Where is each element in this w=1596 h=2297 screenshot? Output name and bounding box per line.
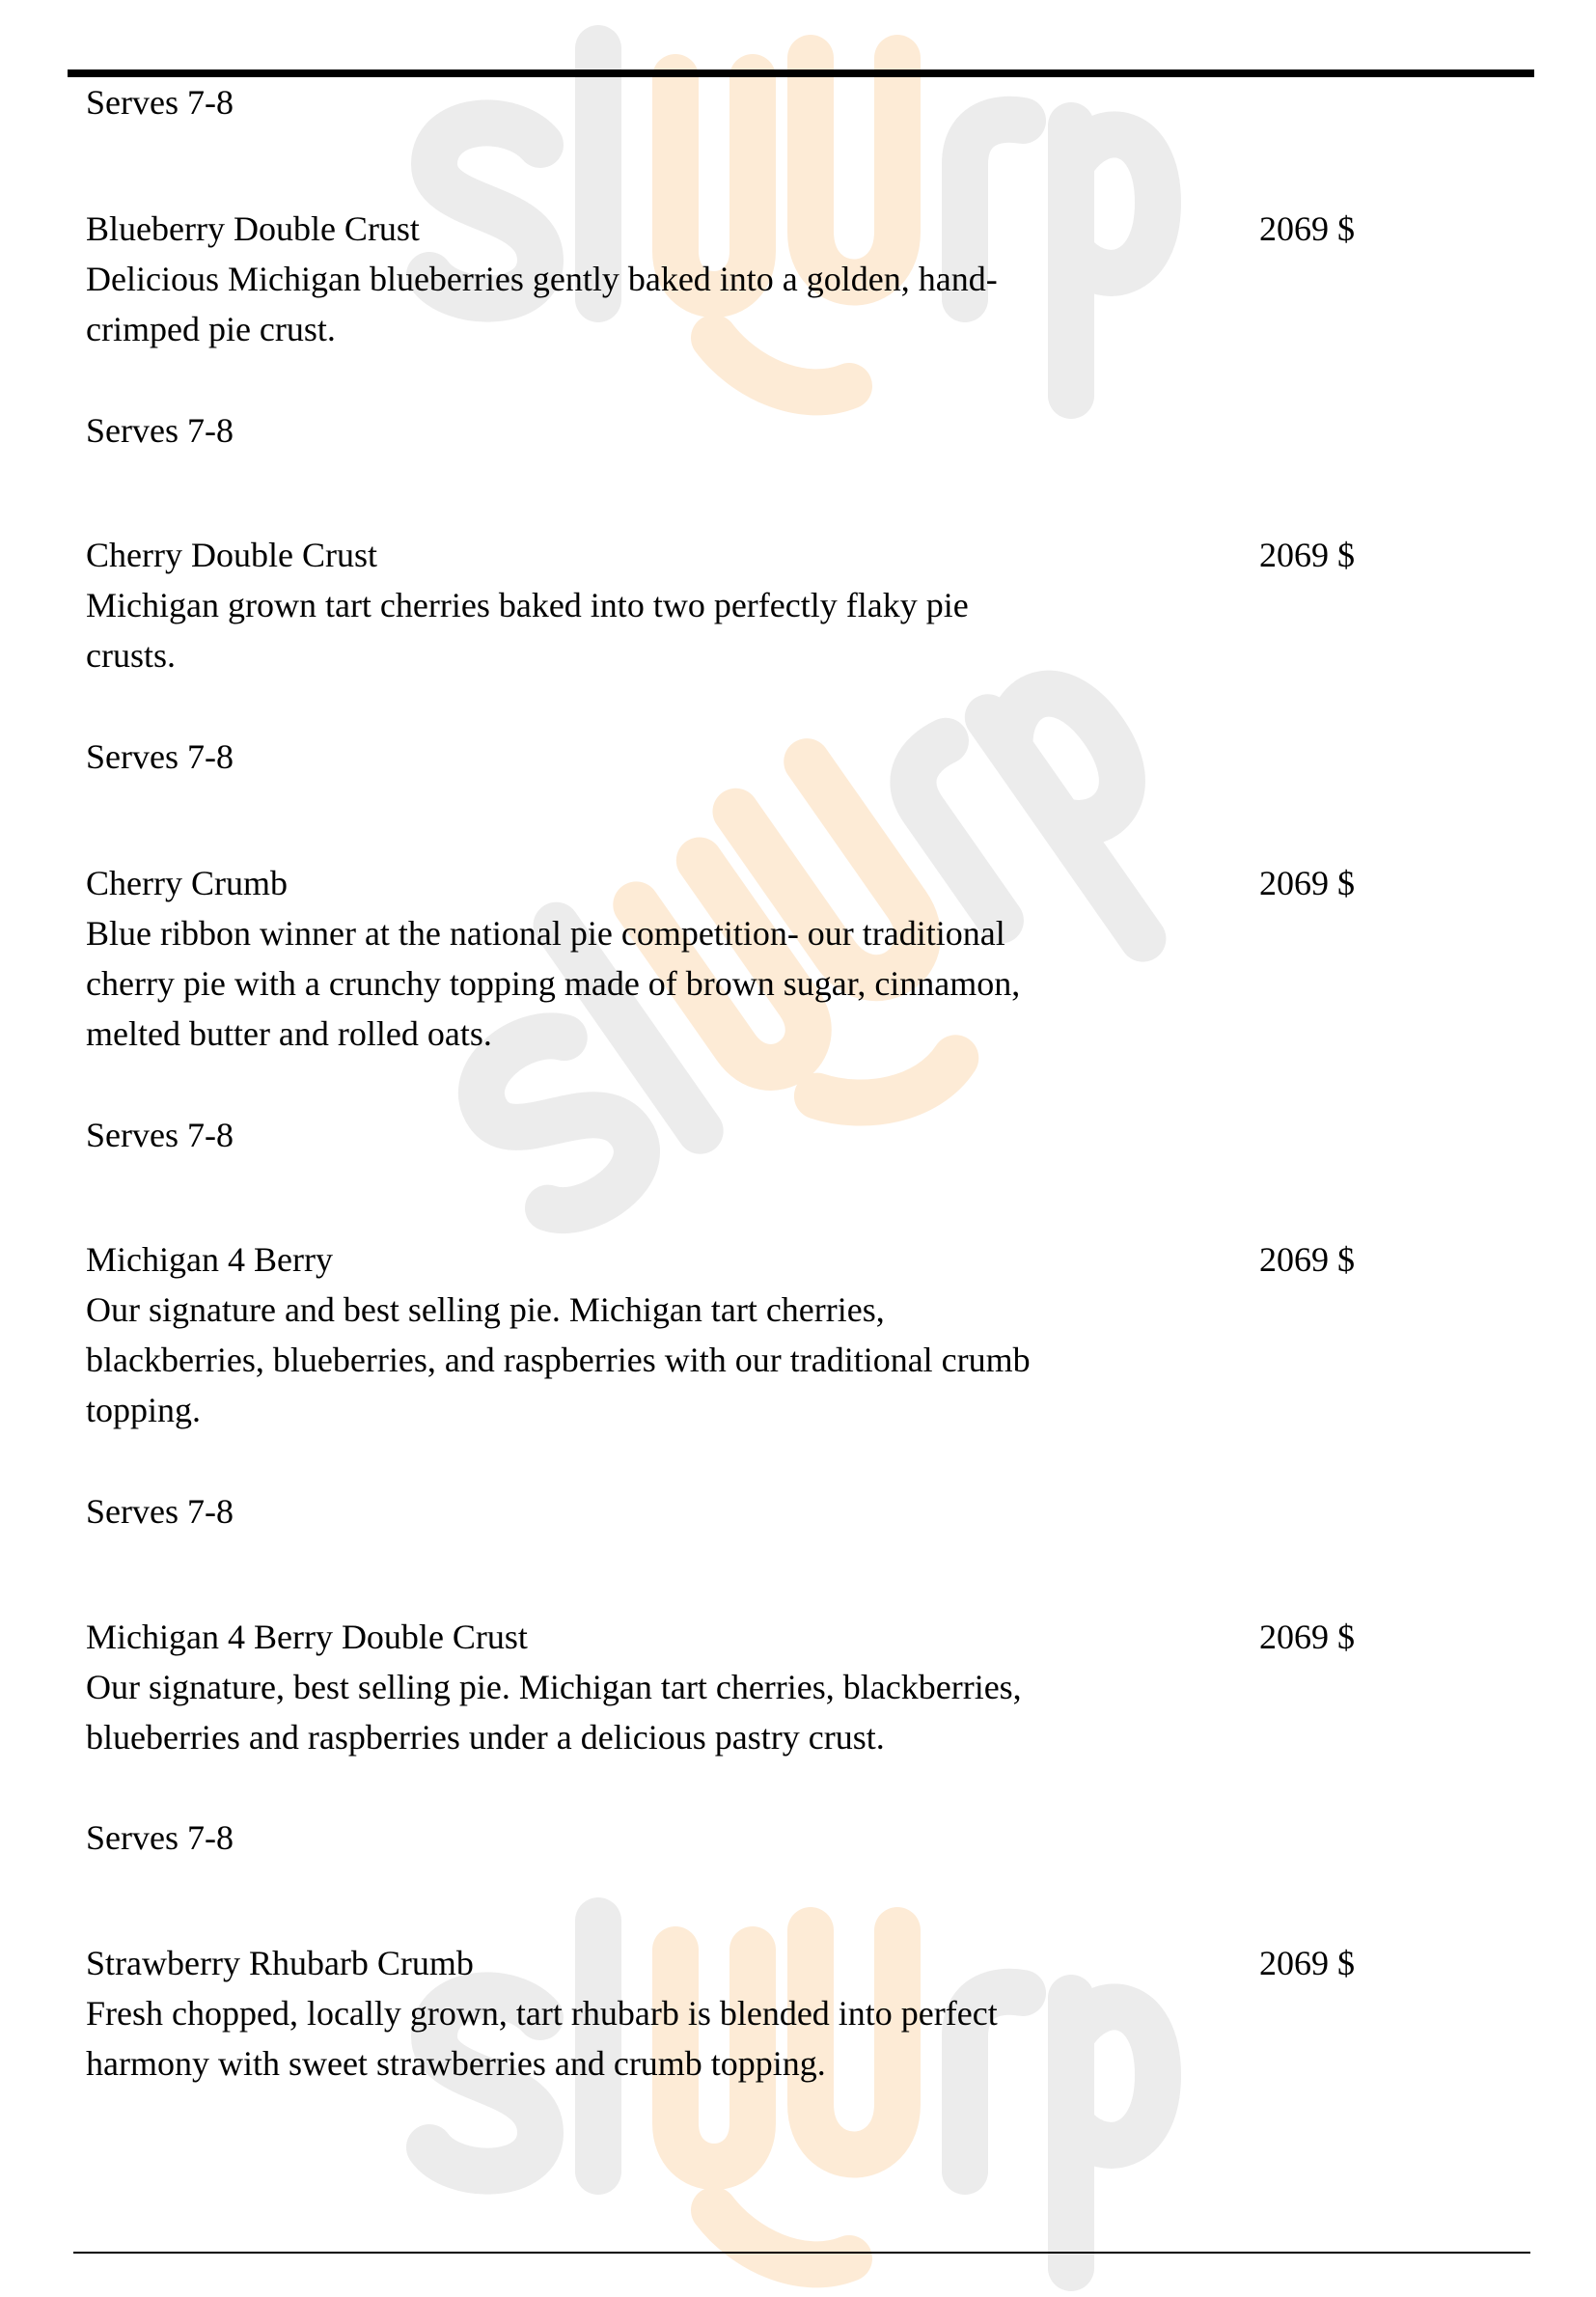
item-description-line: cherry pie with a crunchy topping made of brown sugar, cinnamon, xyxy=(86,964,1021,1003)
item-description-line: Michigan grown tart cherries baked into two perfectly flaky pie xyxy=(86,586,969,624)
item-description-line: harmony with sweet strawberries and crumb topping. xyxy=(86,2044,826,2083)
item-name: Cherry Double Crust xyxy=(86,536,377,574)
item-description-line: melted butter and rolled oats. xyxy=(86,1014,492,1053)
item-name: Michigan 4 Berry xyxy=(86,1240,333,1279)
item-description-line: Our signature, best selling pie. Michigan tart cherries, blackberries, xyxy=(86,1668,1022,1706)
item-description-line: Delicious Michigan blueberries gently baked into a golden, hand- xyxy=(86,260,998,298)
item-description-line: Fresh chopped, locally grown, tart rhubarb is blended into perfect xyxy=(86,1994,998,2033)
item-description-line: Our signature and best selling pie. Michigan tart cherries, xyxy=(86,1290,885,1329)
item-serves: Serves 7-8 xyxy=(86,411,234,450)
item-description-line: blueberries and raspberries under a delicious pastry crust. xyxy=(86,1718,885,1757)
item-name: Cherry Crumb xyxy=(86,864,288,902)
item-price: 2069 $ xyxy=(1259,1240,1355,1279)
item-name: Strawberry Rhubarb Crumb xyxy=(86,1944,474,1982)
item-price: 2069 $ xyxy=(1259,1618,1355,1656)
item-serves: Serves 7-8 xyxy=(86,737,234,776)
item-serves: Serves 7-8 xyxy=(86,1818,234,1857)
item-name: Michigan 4 Berry Double Crust xyxy=(86,1618,528,1656)
bottom-divider xyxy=(73,2252,1530,2254)
item-price: 2069 $ xyxy=(1259,864,1355,902)
item-price: 2069 $ xyxy=(1259,536,1355,574)
top-divider xyxy=(68,69,1534,77)
serves-text: Serves 7-8 xyxy=(86,83,234,122)
item-serves: Serves 7-8 xyxy=(86,1492,234,1531)
item-description-line: crimped pie crust. xyxy=(86,310,336,348)
item-price: 2069 $ xyxy=(1259,209,1355,248)
item-description-line: blackberries, blueberries, and raspberries with our traditional crumb xyxy=(86,1341,1031,1379)
item-price: 2069 $ xyxy=(1259,1944,1355,1982)
watermark-logo-top xyxy=(396,19,1225,425)
item-serves: Serves 7-8 xyxy=(86,1116,234,1154)
item-name: Blueberry Double Crust xyxy=(86,209,420,248)
item-description-line: Blue ribbon winner at the national pie competition- our traditional xyxy=(86,914,1005,953)
watermark-logo-bottom xyxy=(396,1892,1225,2297)
item-description-line: topping. xyxy=(86,1391,202,1429)
item-description-line: crusts. xyxy=(86,636,176,675)
